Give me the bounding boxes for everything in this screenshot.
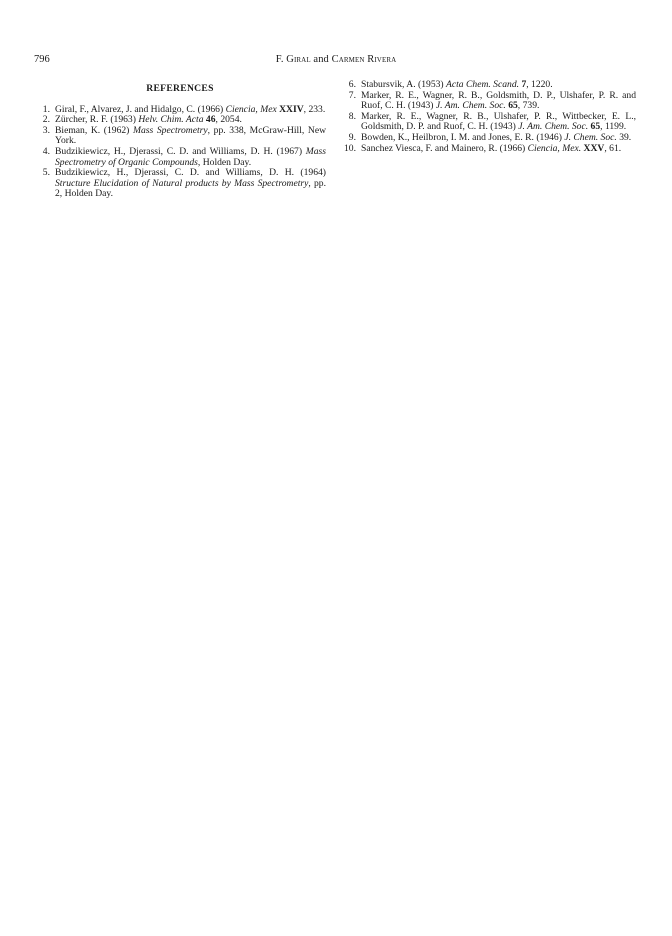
author-2-last-initial: R xyxy=(364,54,375,65)
reference-journal: Ciencia, Mex xyxy=(225,103,277,115)
reference-volume: 65 xyxy=(508,100,518,112)
reference-book-title: Mass Spectrometry xyxy=(132,124,208,136)
reference-item xyxy=(340,91,636,112)
reference-pages: , 1220. xyxy=(526,79,553,90)
reference-authors: Bieman, K. (1962) xyxy=(55,124,133,136)
author-2-first-initial: C xyxy=(331,54,339,65)
reference-text xyxy=(361,112,636,133)
reference-text xyxy=(361,91,636,112)
reference-book-title: Structure Elucidation of Natural products by Mass Spectrometry xyxy=(55,177,309,189)
reference-volume: XXV xyxy=(583,142,605,154)
reference-text xyxy=(55,168,326,200)
reference-volume: XXIV xyxy=(279,103,304,115)
author-2-first-rest: armen xyxy=(338,54,365,65)
reference-publisher: , Holden Day. xyxy=(197,156,252,168)
running-head-conjunction: and xyxy=(310,54,332,65)
reference-journal: Helv. Chim. Acta xyxy=(138,114,204,126)
reference-number: 7. xyxy=(348,89,356,101)
reference-text xyxy=(55,147,326,168)
references-left-column xyxy=(34,80,326,200)
page-number: 796 xyxy=(34,54,50,65)
reference-authors: Budzikiewicz, H., Djerassi, C. D. and Williams, D. H. (1964) xyxy=(55,167,326,179)
reference-book-title: Mass Spectrometry of Organic Compounds xyxy=(55,145,326,168)
reference-number: 9. xyxy=(348,131,356,143)
reference-pages: 39. xyxy=(616,131,632,143)
reference-journal: J. Am. Chem. Soc. xyxy=(435,100,506,112)
reference-journal: J. Chem. Soc. xyxy=(564,131,617,143)
reference-pages: , pp. 2, Holden Day. xyxy=(55,177,326,200)
reference-authors: Bowden, K., Heilbron, I. M. and Jones, E. R. (1946) xyxy=(361,131,565,143)
reference-journal: Ciencia, Mex. xyxy=(527,142,582,154)
reference-number: 1. xyxy=(42,103,50,115)
reference-authors: Stabursvik, A. (1953) xyxy=(361,79,447,90)
reference-number: 5. xyxy=(42,167,50,179)
reference-authors: Budzikiewicz, H., Djerassi, C. D. and Williams, D. H. (1967) xyxy=(55,145,306,157)
reference-number: 6. xyxy=(348,79,356,90)
running-head xyxy=(0,54,672,65)
reference-authors: Giral, F., Alvarez, J. and Hidalgo, C. (1966) xyxy=(55,103,226,115)
reference-number: 8. xyxy=(348,110,356,122)
reference-number: 2. xyxy=(42,114,50,126)
reference-authors: Marker, R. E., Wagner, R. B., Goldsmith, D. P., Ulshafer, P. R. and Ruof, C. H. (1943) xyxy=(361,89,636,112)
reference-number: 10. xyxy=(344,142,356,154)
author-2-last-rest: ivera xyxy=(374,54,397,65)
reference-volume: 7 xyxy=(521,79,527,90)
reference-pages: , 739. xyxy=(517,100,540,112)
reference-journal: Acta Chem. Scand. xyxy=(446,79,520,90)
reference-volume: 65 xyxy=(590,121,601,133)
reference-item xyxy=(34,168,326,200)
references-right-column xyxy=(340,80,636,154)
reference-authors: Marker, R. E., Wagner, R. B., Ulshafer, P. R., Wittbecker, E. L., Goldsmith, D. P. and Ruof, C. H. (1943) xyxy=(361,110,636,133)
reference-authors: Zürcher, R. F. (1963) xyxy=(55,114,139,126)
reference-pages: , 1199. xyxy=(600,121,627,133)
author-1-initial: F. G xyxy=(275,54,294,65)
reference-pages: , 2054. xyxy=(215,114,242,126)
reference-number: 3. xyxy=(42,124,50,136)
author-1-rest: iral xyxy=(293,54,311,65)
reference-number: 4. xyxy=(42,145,50,157)
reference-journal: J. Am. Chem. Soc. xyxy=(518,121,589,133)
references-heading: REFERENCES xyxy=(146,83,214,94)
reference-authors: Sanchez Viesca, F. and Mainero, R. (1966) xyxy=(361,142,528,154)
reference-pages: , pp. 338, McGraw-Hill, New York. xyxy=(55,124,327,147)
reference-item xyxy=(34,147,326,168)
reference-item xyxy=(34,126,326,147)
reference-pages: , 233. xyxy=(303,103,326,115)
reference-item xyxy=(340,144,636,155)
reference-text xyxy=(55,126,326,147)
reference-text xyxy=(361,144,636,155)
reference-item xyxy=(340,112,636,133)
reference-pages: , 61. xyxy=(604,142,622,154)
reference-volume: 46 xyxy=(205,114,216,126)
